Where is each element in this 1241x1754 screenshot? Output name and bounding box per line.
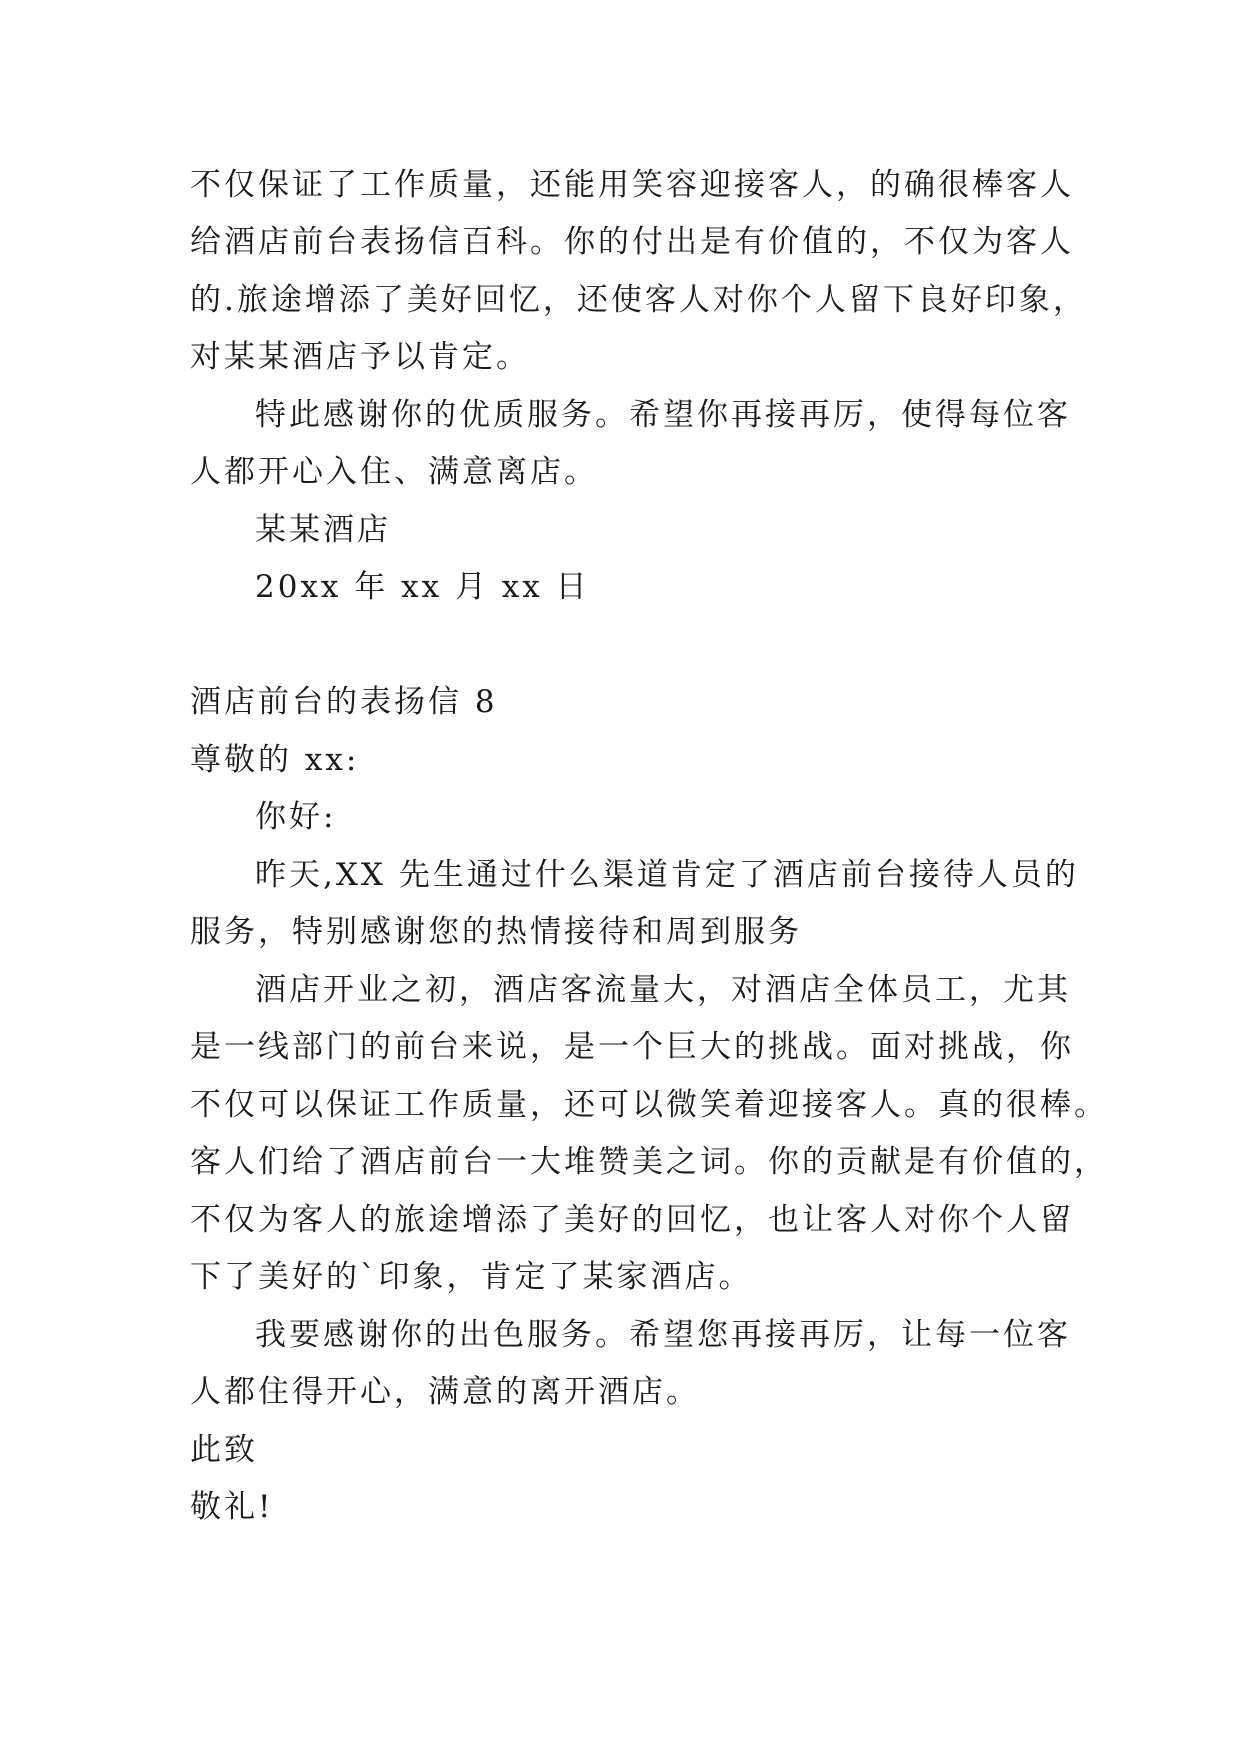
letter-title: 酒店前台的表扬信 8 (190, 684, 498, 720)
text-line: 下了美好的`印象，肯定了某家酒店。 (190, 1259, 753, 1295)
text-line: 的.旅途增添了美好回忆，还使客人对你个人留下良好印象， (190, 282, 1087, 318)
text-line: 不仅保证了工作质量，还能用笑容迎接客人，的确很棒客人 (190, 167, 1074, 203)
text-line: 人都住得开心，满意的离开酒店。 (190, 1374, 700, 1410)
closing-regards: 敬礼! (190, 1489, 274, 1525)
text-line: 对某某酒店予以肯定。 (190, 339, 530, 375)
signature-date: 20xx 年 xx 月 xx 日 (255, 569, 590, 605)
text-line: 客人们给了酒店前台一大堆赞美之词。你的贡献是有价值的， (190, 1144, 1108, 1180)
text-line: 特此感谢你的优质服务。希望你再接再厉，使得每位客 (255, 397, 1071, 433)
text-line: 人都开心入住、满意离店。 (190, 454, 598, 490)
greeting: 你好: (255, 799, 337, 835)
signature-hotel: 某某酒店 (255, 512, 391, 548)
text-line: 不仅为客人的旅途增添了美好的回忆，也让客人对你个人留 (190, 1202, 1074, 1238)
text-line: 给酒店前台表扬信百科。你的付出是有价值的，不仅为客人 (190, 224, 1074, 260)
text-line: 不仅可以保证工作质量，还可以微笑着迎接客人。真的很棒。 (190, 1087, 1108, 1123)
text-line: 我要感谢你的出色服务。希望您再接再厉，让每一位客 (255, 1317, 1071, 1353)
text-line: 是一线部门的前台来说，是一个巨大的挑战。面对挑战，你 (190, 1029, 1074, 1065)
text-line: 酒店开业之初，酒店客流量大，对酒店全体员工，尤其 (255, 972, 1071, 1008)
text-line: 服务，特别感谢您的热情接待和周到服务 (190, 914, 802, 950)
text-line: 昨天,XX 先生通过什么渠道肯定了酒店前台接待人员的 (255, 857, 1079, 893)
salutation: 尊敬的 xx: (190, 742, 360, 778)
closing: 此致 (190, 1432, 258, 1468)
